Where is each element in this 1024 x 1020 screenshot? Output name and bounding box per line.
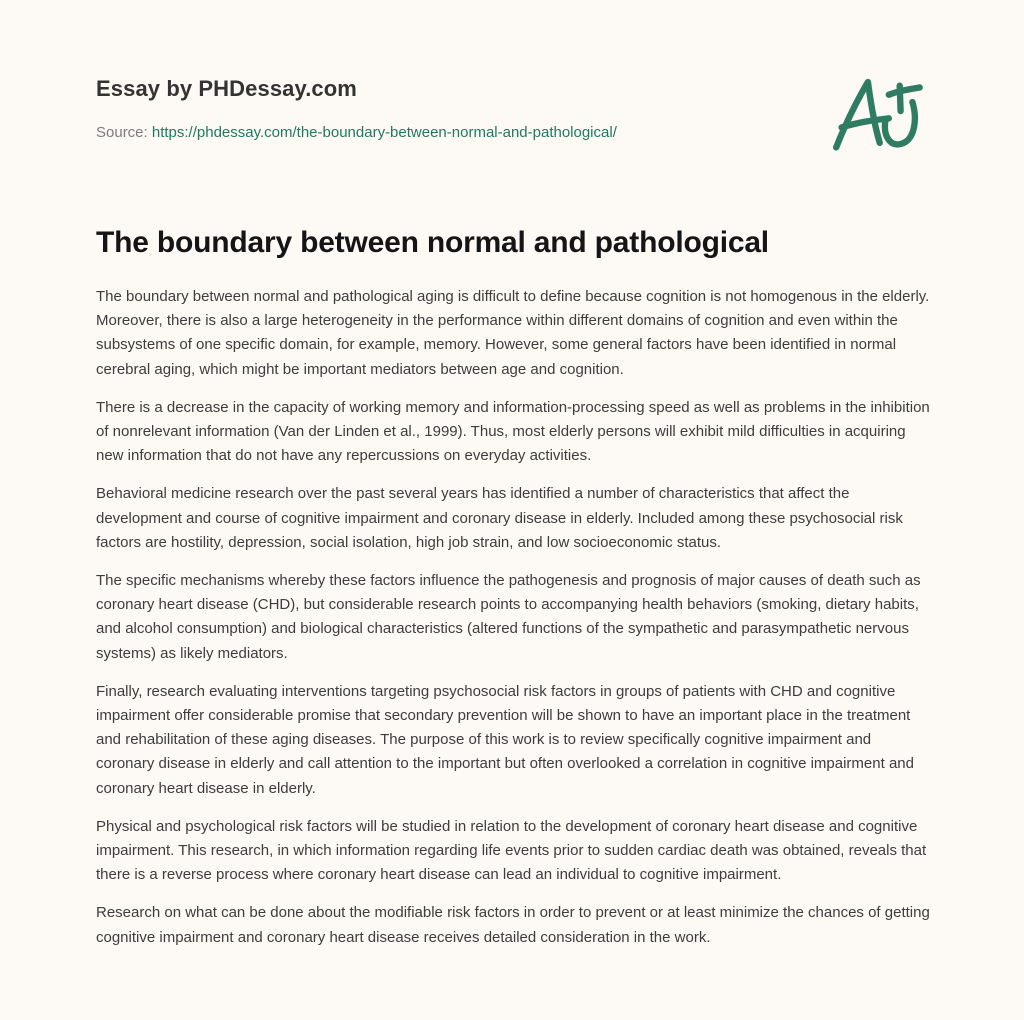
paragraph: Research on what can be done about the modifiable risk factors in order to prevent or at least minimize the chances of getting cognitive impairment and coronary heart disease receives detailed consideration in the work. <box>96 904 930 946</box>
paragraph: The boundary between normal and pathological aging is difficult to define because cognition is not homogenous in the elderly. Moreover, there is also a large heterogeneity in the performance within different domains of cognition and even within the subsystems of one specific domain, for example, memory. However, some general factors have been identified in normal cerebral aging, which might be important mediators between age and cognition. <box>96 288 930 378</box>
a-plus-grade-icon <box>818 38 936 166</box>
paragraph: Behavioral medicine research over the past several years has identified a number of characteristics that affect the development and course of cognitive impairment and coronary disease in elderly. Included among these psychosocial risk factors are hostility, depression, social isolation, high job strain, and low socioeconomic status. <box>96 485 903 551</box>
essay-title: The boundary between normal and pathological <box>96 226 769 259</box>
source-line <box>96 124 617 141</box>
source-label: Source: <box>96 124 152 141</box>
paragraph: There is a decrease in the capacity of working memory and information-processing speed as well as problems in the inhibition of nonrelevant information (Van der Linden et al., 1999). Thus, most elderly persons will exhibit mild difficulties in acquiring new information that do not have any repercussions on everyday activities. <box>96 398 930 465</box>
paragraph: Finally, research evaluating interventions targeting psychosocial risk factors in groups of patients with CHD and cognitive impairment offer considerable promise that secondary prevention will be shown to have an important place in the treatment and rehabilitation of these aging diseases. The purpose of this work is to review specifically cognitive impairment and coronary disease in elderly and call attention to the important but often overlooked a correlation in cognitive impairment and coronary heart disease in elderly. <box>96 682 914 797</box>
paragraph: The specific mechanisms whereby these factors influence the pathogenesis and prognosis of major causes of death such as coronary heart disease (CHD), but considerable research points to accompanying health behaviors (smoking, dietary habits, and alcohol consumption) and biological characteristics (altered functions of the sympathetic and parasympathetic nervous systems) as likely mediators. <box>96 572 921 662</box>
source-link[interactable]: https://phdessay.com/the-boundary-between-normal-and-pathological/ <box>151 124 617 141</box>
site-brand: Essay by PHDessay.com <box>96 76 357 101</box>
paragraph: Physical and psychological risk factors will be studied in relation to the development of coronary heart disease and cognitive impairment. This research, in which information regarding life events prior to sudden cardiac death was obtained, reveals that there is a reverse process where coronary heart disease can lead an individual to cognitive impairment. <box>96 817 927 884</box>
essay-body <box>96 285 932 964</box>
